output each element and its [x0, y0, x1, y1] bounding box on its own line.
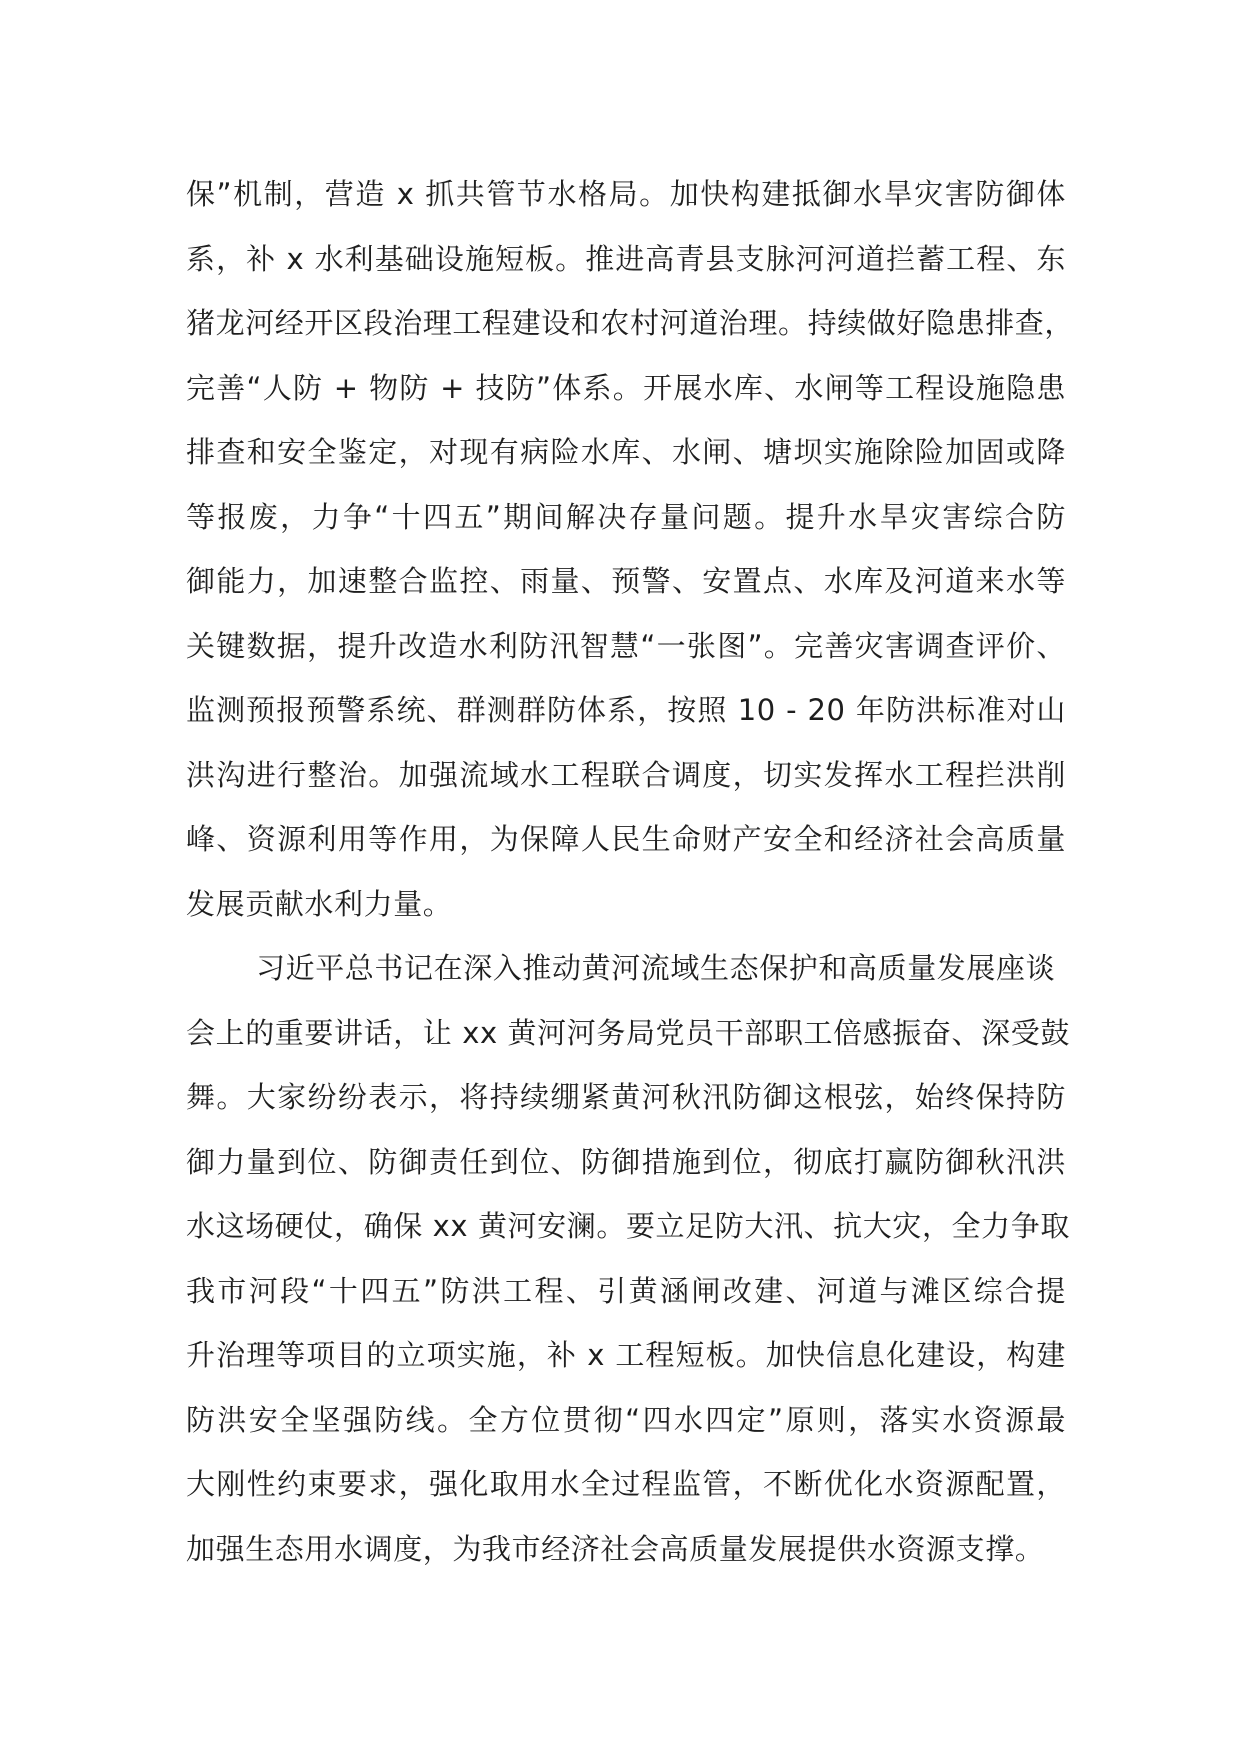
text-line: 保”机制，营造 x 抓共管节水格局。加快构建抵御水旱灾害防御体 [186, 177, 1066, 211]
text-line: 我市河段“十四五”防洪工程、引黄涵闸改建、河道与滩区综合提 [186, 1273, 1066, 1308]
text-line: 习近平总书记在深入推动黄河流域生态保护和高质量发展座谈 [256, 951, 1056, 985]
text-line: 大刚性约束要求，强化取用水全过程监管，不断优化水资源配置， [186, 1467, 1066, 1501]
text-line: 排查和安全鉴定，对现有病险水库、水闸、塘坝实施除险加固或降 [186, 435, 1066, 469]
document-body [186, 162, 1075, 1581]
paragraph-2 [186, 936, 1070, 1581]
text-line: 监测预报预警系统、群测群防体系，按照 10 - 20 年防洪标准对山 [186, 693, 1066, 727]
text-line: 系，补 x 水利基础设施短板。推进高青县支脉河河道拦蓄工程、东 [186, 241, 1066, 276]
text-line: 猪龙河经开区段治理工程建设和农村河道治理。持续做好隐患排查， [186, 306, 1075, 340]
text-line: 峰、资源利用等作用，为保障人民生命财产安全和经济社会高质量 [186, 822, 1066, 856]
text-line: 等报废，力争“十四五”期间解决存量问题。提升水旱灾害综合防 [186, 499, 1066, 534]
text-line: 升治理等项目的立项实施，补 x 工程短板。加快信息化建设，构建 [186, 1338, 1066, 1372]
text-line: 防洪安全坚强防线。全方位贯彻“四水四定”原则，落实水资源最 [186, 1402, 1066, 1437]
text-line: 发展贡献水利力量。 [186, 886, 453, 921]
text-line: 洪沟进行整治。加强流域水工程联合调度，切实发挥水工程拦洪削 [186, 757, 1066, 792]
text-line: 御能力，加速整合监控、雨量、预警、安置点、水库及河道来水等 [186, 564, 1066, 598]
text-line: 完善“人防 + 物防 + 技防”体系。开展水库、水闸等工程设施隐患 [186, 370, 1066, 405]
text-line: 御力量到位、防御责任到位、防御措施到位，彻底打赢防御秋汛洪 [186, 1144, 1066, 1179]
text-line: 舞。大家纷纷表示，将持续绷紧黄河秋汛防御这根弦，始终保持防 [186, 1080, 1066, 1114]
text-line: 加强生态用水调度，为我市经济社会高质量发展提供水资源支撑。 [186, 1531, 1045, 1566]
text-line: 水这场硬仗，确保 xx 黄河安澜。要立足防大汛、抗大灾，全力争取 [186, 1209, 1070, 1243]
paragraph-1 [186, 162, 1075, 936]
text-line: 会上的重要讲话，让 xx 黄河河务局党员干部职工倍感振奋、深受鼓 [186, 1015, 1070, 1050]
text-line: 关键数据，提升改造水利防汛智慧“一张图”。完善灾害调查评价、 [186, 628, 1066, 663]
